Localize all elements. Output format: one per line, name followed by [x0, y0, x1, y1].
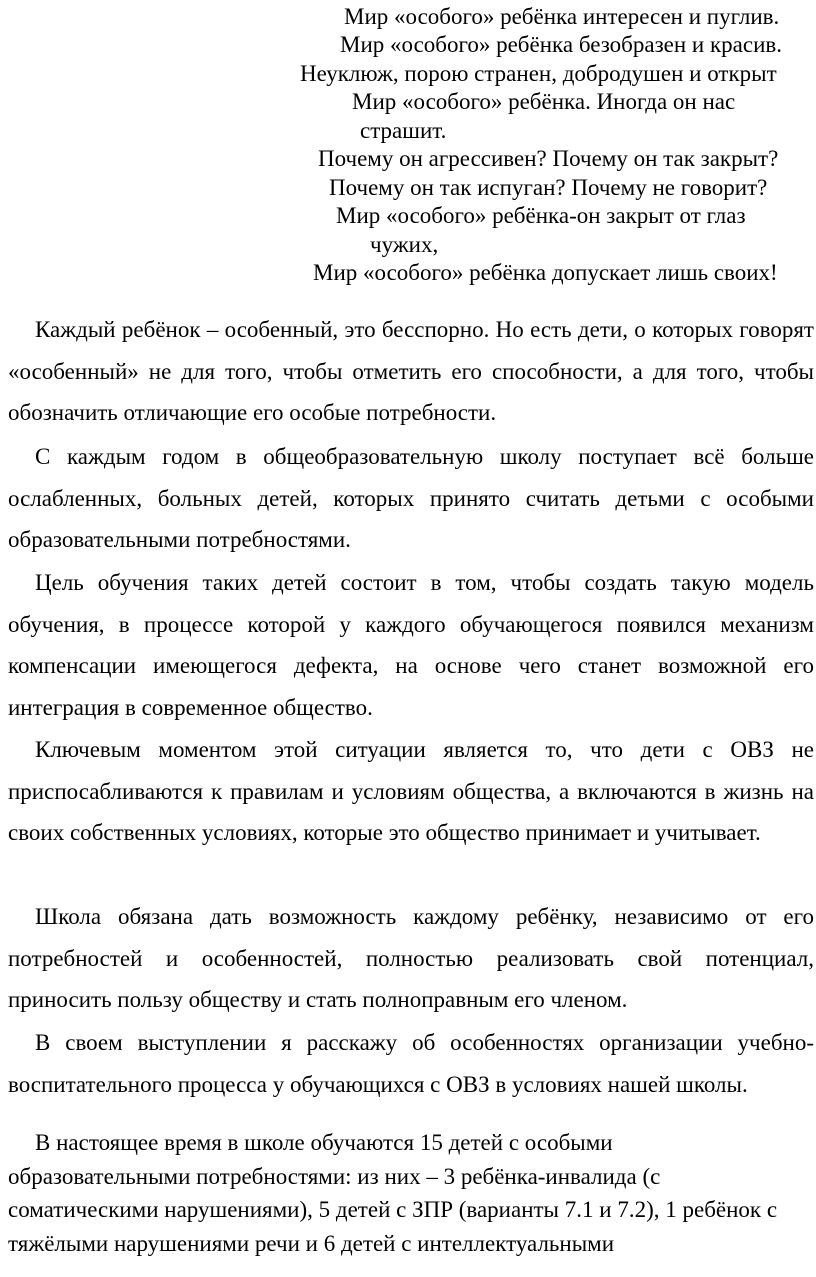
epigraph-poem: [0, 0, 816, 290]
poem-line: Неуклюж, порою странен, добродушен и открыт: [300, 61, 777, 86]
poem-line: чужих,: [370, 232, 439, 257]
poem-line: Почему он агрессивен? Почему он так закрыт?: [318, 146, 779, 171]
poem-line: Мир «особого» ребёнка допускает лишь своих!: [313, 260, 778, 285]
paragraph: Ключевым моментом этой ситуации является то, что дети с ОВЗ не приспосабливаются к правилам и условиям общества, а включаются в жизнь на своих собственных условиях, которые это общество принимает и учитывает.: [8, 737, 814, 845]
poem-line: Мир «особого» ребёнка. Иногда он нас: [352, 89, 736, 114]
paragraph: Каждый ребёнок – особенный, это бесспорно. Но есть дети, о которых говорят «особенный» не для того, чтобы отметить его способности, а для того, чтобы обозначить отличающие его особые потребности.: [8, 317, 814, 425]
paragraph: В настоящее время в школе обучаются 15 детей с особыми образовательными потребностями: из них – 3 ребёнка-инвалида (с соматическими нарушениями), 5 детей с ЗПР (варианты 7.1 и 7.2), 1 ребёнок с тяжёлыми нарушениями речи и 6 детей с интеллектуальными: [8, 1130, 778, 1256]
poem-line: страшит.: [360, 118, 447, 143]
poem-line: Мир «особого» ребёнка-он закрыт от глаз: [336, 203, 746, 228]
poem-line: Мир «особого» ребёнка безобразен и красив.: [340, 32, 782, 57]
paragraph: Школа обязана дать возможность каждому ребёнку, независимо от его потребностей и особенностей, полностью реализовать свой потенциал, приносить пользу обществу и стать полноправным его членом.: [8, 904, 814, 1012]
poem-line: Почему он так испуган? Почему не говорит?: [329, 175, 768, 200]
paragraph: В своем выступлении я расскажу об особенностях организации учебно-воспитательного процесса у обучающихся с ОВЗ в условиях нашей школы.: [8, 1030, 814, 1097]
paragraph: С каждым годом в общеобразовательную школу поступает всё больше ослабленных, больных детей, которых принято считать детьми с особыми образовательными потребностями.: [8, 444, 814, 552]
poem-line: Мир «особого» ребёнка интересен и пуглив.: [344, 4, 780, 29]
paragraph: Цель обучения таких детей состоит в том, чтобы создать такую модель обучения, в процессе которой у каждого обучающегося появился механизм компенсации имеющегося дефекта, на основе чего станет возможной его интеграция в современное общество.: [8, 570, 814, 720]
